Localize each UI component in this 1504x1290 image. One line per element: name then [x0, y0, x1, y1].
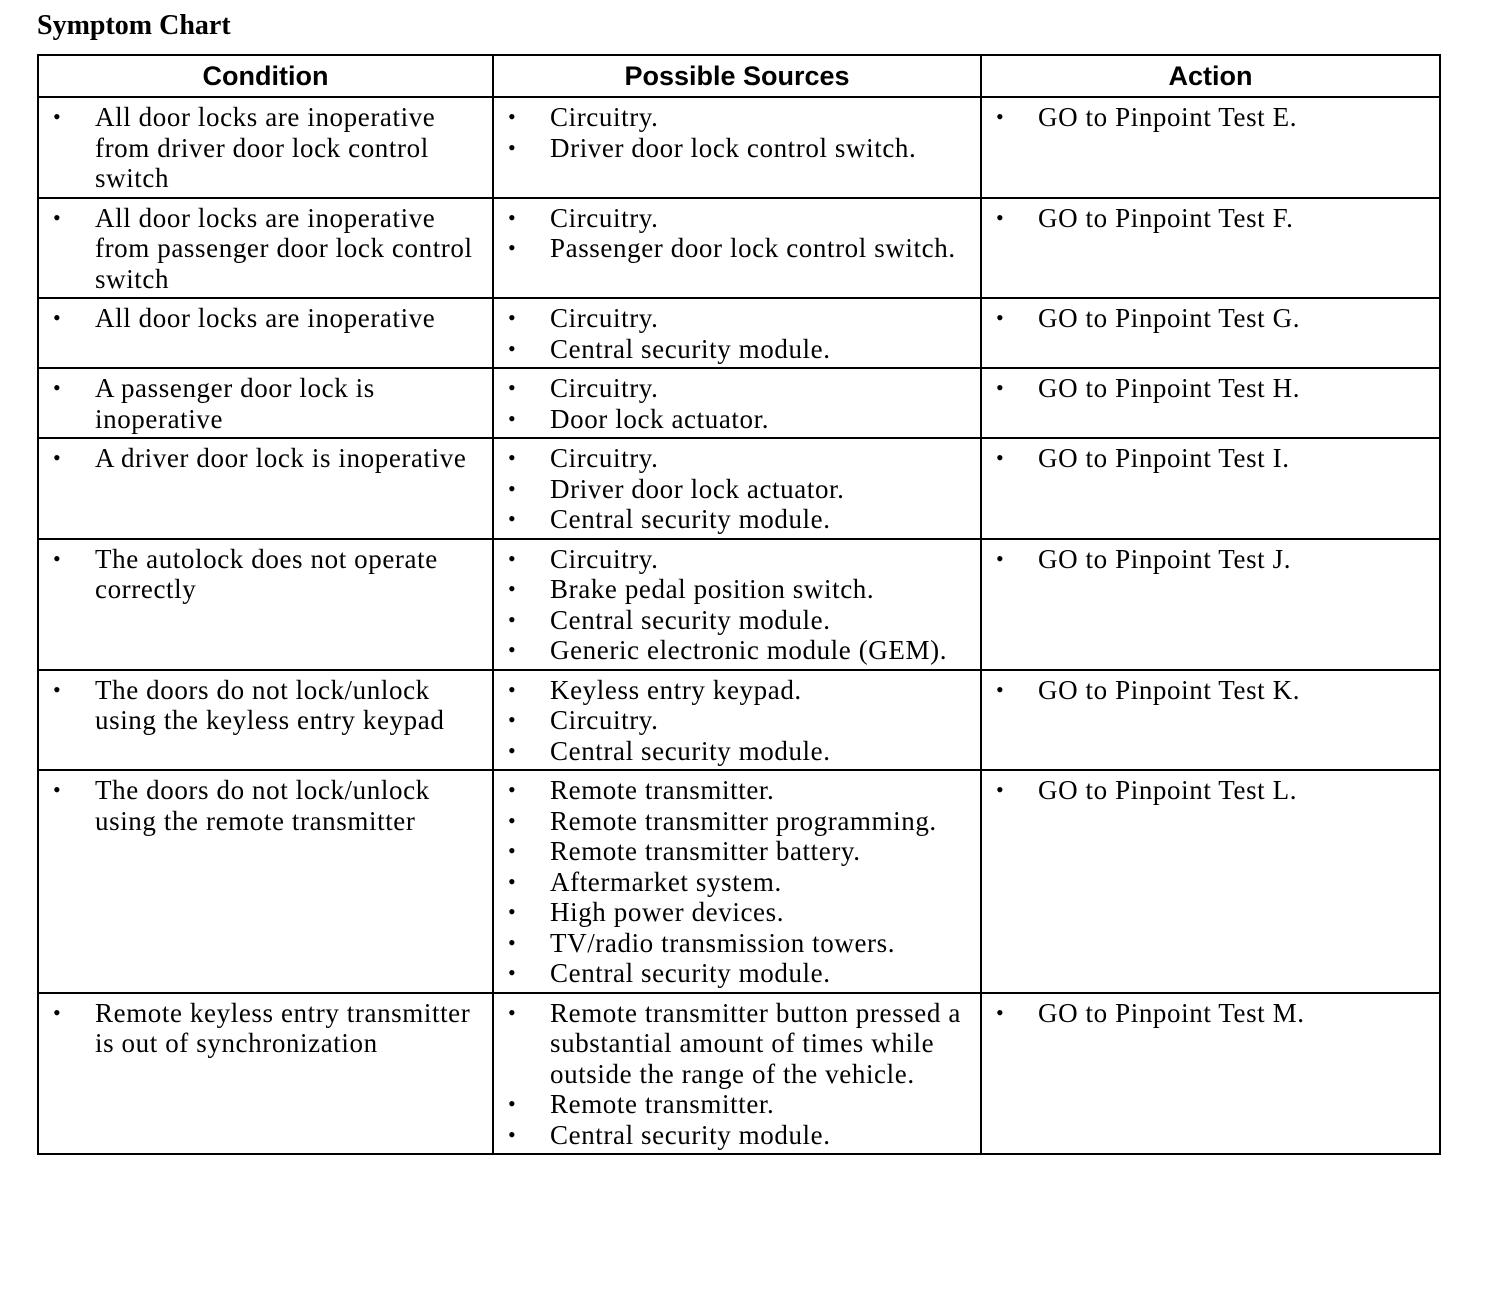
bullet-icon: • [53, 999, 62, 1025]
list-item-text: GO to Pinpoint Test J. [1038, 543, 1292, 574]
bullet-icon: • [508, 899, 517, 924]
bullet-icon: • [508, 576, 517, 601]
possible-sources-cell [493, 438, 981, 539]
bullet-list [53, 544, 486, 605]
bullet-icon: • [508, 235, 517, 260]
bullet-icon: • [508, 405, 517, 431]
list-item-text: TV/radio transmission towers. [550, 927, 896, 958]
list-item-text: Driver door lock control switch. [550, 132, 917, 163]
condition-cell [38, 539, 493, 670]
list-item-text: Circuitry. [550, 373, 659, 403]
bullet-list [996, 443, 1433, 474]
list-item [53, 675, 486, 736]
bullet-list [53, 443, 486, 474]
possible-sources-cell [493, 993, 981, 1155]
possible-sources-cell [493, 198, 981, 299]
bullet-list [53, 998, 486, 1059]
bullet-icon: • [508, 1091, 517, 1116]
bullet-icon: • [508, 506, 517, 531]
list-item [53, 544, 486, 605]
list-item-text: Driver door lock actuator. [550, 473, 845, 504]
bullet-icon: • [508, 960, 517, 985]
possible-sources-cell [493, 368, 981, 438]
bullet-list [508, 775, 974, 989]
bullet-list [996, 675, 1433, 706]
bullet-icon: • [508, 335, 517, 361]
list-item [53, 102, 486, 194]
list-item [508, 998, 974, 1090]
bullet-list [996, 998, 1433, 1029]
list-item-text: All door locks are inoperative from passenger door lock control switch [95, 202, 473, 294]
bullet-icon: • [996, 999, 1005, 1025]
list-item [53, 775, 486, 836]
bullet-icon: • [508, 637, 517, 662]
condition-cell [38, 670, 493, 771]
bullet-icon: • [996, 676, 1005, 702]
bullet-list [53, 303, 486, 334]
list-item-text: GO to Pinpoint Test L. [1038, 775, 1298, 805]
possible-sources-cell [493, 298, 981, 368]
bullet-list [53, 102, 486, 194]
list-item [53, 203, 486, 295]
bullet-list [53, 775, 486, 836]
action-cell [981, 298, 1440, 368]
bullet-icon: • [53, 777, 62, 802]
list-item [508, 544, 974, 575]
list-item-text: Circuitry. [550, 443, 659, 473]
condition-cell [38, 993, 493, 1155]
list-item [508, 928, 974, 959]
list-item [53, 303, 486, 334]
list-item-text: GO to Pinpoint Test I. [1038, 443, 1290, 473]
list-item-text: Generic electronic module (GEM). [550, 635, 948, 665]
bullet-list [996, 544, 1433, 575]
list-item [996, 303, 1433, 334]
list-item [508, 736, 974, 767]
list-item [508, 675, 974, 706]
list-item-text: Remote transmitter battery. [550, 836, 861, 866]
list-item-text: Circuitry. [550, 102, 659, 132]
bullet-icon: • [508, 999, 517, 1025]
list-item [53, 373, 486, 434]
list-item-text: The autolock does not operate correctly [95, 543, 438, 604]
bullet-icon: • [508, 545, 517, 571]
list-item-text: Central security module. [550, 333, 831, 364]
bullet-icon: • [53, 204, 62, 230]
list-item [508, 635, 974, 666]
bullet-icon: • [508, 929, 517, 955]
bullet-icon: • [53, 545, 62, 571]
bullet-icon: • [508, 777, 517, 802]
header-condition: Condition [38, 55, 493, 97]
list-item-text: Remote transmitter. [550, 775, 775, 805]
list-item [996, 102, 1433, 133]
list-item [508, 102, 974, 133]
bullet-list [996, 775, 1433, 806]
bullet-icon: • [996, 445, 1005, 470]
bullet-icon: • [508, 104, 517, 129]
list-item [508, 233, 974, 264]
action-cell [981, 97, 1440, 198]
list-item-text: High power devices. [550, 897, 785, 927]
bullet-icon: • [508, 676, 517, 702]
possible-sources-cell [493, 670, 981, 771]
bullet-list [53, 675, 486, 736]
condition-cell [38, 198, 493, 299]
list-item [508, 897, 974, 928]
possible-sources-cell [493, 97, 981, 198]
list-item-text: All door locks are inoperative from driver door lock control switch [95, 102, 436, 193]
condition-cell [38, 368, 493, 438]
list-item [508, 203, 974, 234]
list-item [508, 443, 974, 474]
bullet-list [508, 303, 974, 364]
action-cell [981, 993, 1440, 1155]
page-title: Symptom Chart [37, 10, 231, 41]
bullet-list [996, 303, 1433, 334]
bullet-icon: • [508, 305, 517, 330]
condition-cell [38, 770, 493, 993]
table-row [38, 993, 1440, 1155]
list-item [508, 303, 974, 334]
bullet-list [508, 675, 974, 767]
list-item-text: Door lock actuator. [550, 403, 770, 434]
list-item [996, 203, 1433, 234]
action-cell [981, 198, 1440, 299]
bullet-icon: • [996, 545, 1005, 571]
list-item-text: GO to Pinpoint Test H. [1038, 373, 1301, 403]
table-row [38, 539, 1440, 670]
bullet-list [508, 373, 974, 434]
list-item [53, 443, 486, 474]
list-item-text: Passenger door lock control switch. [550, 233, 956, 263]
list-item-text: Remote transmitter button pressed a substantial amount of times while outside the range of the vehicle. [550, 997, 961, 1089]
action-cell [981, 438, 1440, 539]
list-item-text: A passenger door lock is inoperative [95, 373, 375, 434]
table-row [38, 97, 1440, 198]
list-item-text: Remote transmitter. [550, 1089, 775, 1119]
list-item [508, 867, 974, 898]
list-item-text: The doors do not lock/unlock using the remote transmitter [95, 775, 430, 836]
list-item-text: Central security module. [550, 735, 831, 766]
list-item [508, 1120, 974, 1151]
header-possible-sources: Possible Sources [493, 55, 981, 97]
condition-cell [38, 438, 493, 539]
bullet-icon: • [53, 104, 62, 129]
bullet-icon: • [508, 807, 517, 833]
list-item-text: The doors do not lock/unlock using the keyless entry keypad [95, 674, 445, 735]
list-item-text: Remote transmitter programming. [550, 805, 937, 836]
list-item [996, 775, 1433, 806]
bullet-list [53, 373, 486, 434]
list-item [996, 443, 1433, 474]
bullet-icon: • [508, 134, 517, 160]
bullet-icon: • [996, 305, 1005, 330]
bullet-icon: • [508, 1121, 517, 1147]
bullet-icon: • [996, 375, 1005, 400]
list-item [508, 504, 974, 535]
bullet-icon: • [53, 445, 62, 470]
bullet-list [996, 373, 1433, 404]
header-row [38, 55, 1440, 97]
table-row [38, 368, 1440, 438]
bullet-list [508, 203, 974, 264]
list-item [508, 474, 974, 505]
bullet-icon: • [508, 475, 517, 501]
condition-cell [38, 97, 493, 198]
table-row [38, 298, 1440, 368]
bullet-icon: • [53, 676, 62, 702]
bullet-list [996, 203, 1433, 234]
symptom-chart-table [37, 54, 1441, 1155]
bullet-icon: • [996, 204, 1005, 230]
list-item-text: Central security module. [550, 958, 831, 988]
list-item-text: Central security module. [550, 1119, 831, 1150]
list-item-text: Keyless entry keypad. [550, 674, 802, 705]
list-item [53, 998, 486, 1059]
list-item-text: Central security module. [550, 604, 831, 635]
bullet-icon: • [53, 375, 62, 400]
list-item [996, 544, 1433, 575]
header-action: Action [981, 55, 1440, 97]
action-cell [981, 770, 1440, 993]
bullet-list [508, 443, 974, 535]
bullet-icon: • [508, 606, 517, 632]
list-item-text: GO to Pinpoint Test G. [1038, 303, 1301, 333]
list-item [508, 605, 974, 636]
bullet-icon: • [508, 445, 517, 470]
bullet-icon: • [508, 868, 517, 894]
bullet-list [508, 544, 974, 666]
action-cell [981, 670, 1440, 771]
list-item [508, 404, 974, 435]
list-item-text: Circuitry. [550, 543, 659, 574]
list-item-text: All door locks are inoperative [95, 303, 436, 333]
possible-sources-cell [493, 539, 981, 670]
bullet-list [996, 102, 1433, 133]
action-cell [981, 368, 1440, 438]
table-row [38, 438, 1440, 539]
list-item [508, 373, 974, 404]
list-item-text: Circuitry. [550, 705, 659, 735]
list-item-text: Remote keyless entry transmitter is out of synchronization [95, 997, 471, 1058]
list-item [996, 675, 1433, 706]
table-row [38, 670, 1440, 771]
list-item [508, 1089, 974, 1120]
bullet-icon: • [53, 305, 62, 330]
list-item-text: GO to Pinpoint Test F. [1038, 202, 1294, 233]
list-item [508, 806, 974, 837]
bullet-icon: • [508, 204, 517, 230]
bullet-list [53, 203, 486, 295]
list-item-text: GO to Pinpoint Test E. [1038, 102, 1298, 132]
bullet-list [508, 102, 974, 163]
bullet-icon: • [508, 737, 517, 763]
table-row [38, 198, 1440, 299]
list-item-text: Brake pedal position switch. [550, 574, 875, 604]
list-item [508, 133, 974, 164]
list-item [996, 373, 1433, 404]
list-item-text: Aftermarket system. [550, 866, 782, 897]
list-item-text: GO to Pinpoint Test K. [1038, 674, 1301, 705]
list-item [508, 775, 974, 806]
list-item-text: Circuitry. [550, 303, 659, 333]
list-item [508, 958, 974, 989]
condition-cell [38, 298, 493, 368]
bullet-icon: • [996, 104, 1005, 129]
possible-sources-cell [493, 770, 981, 993]
list-item-text: Central security module. [550, 504, 831, 534]
bullet-icon: • [508, 707, 517, 732]
list-item-text: GO to Pinpoint Test M. [1038, 997, 1305, 1028]
bullet-list [508, 998, 974, 1151]
list-item [508, 334, 974, 365]
chart-body [38, 97, 1440, 1154]
bullet-icon: • [508, 375, 517, 400]
table-row [38, 770, 1440, 993]
list-item [508, 574, 974, 605]
list-item-text: A driver door lock is inoperative [95, 443, 467, 473]
list-item-text: Circuitry. [550, 202, 659, 233]
bullet-icon: • [508, 838, 517, 863]
bullet-icon: • [996, 777, 1005, 802]
list-item [996, 998, 1433, 1029]
list-item [508, 836, 974, 867]
list-item [508, 705, 974, 736]
action-cell [981, 539, 1440, 670]
